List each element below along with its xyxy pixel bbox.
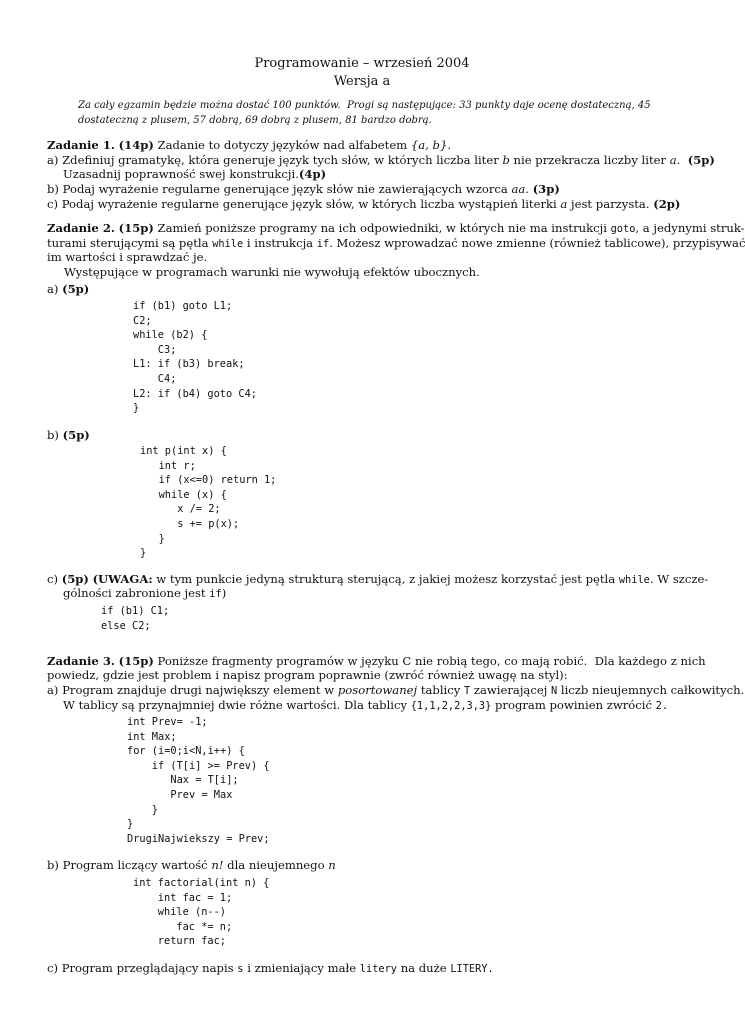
- task2-code-b: [140, 444, 276, 561]
- task1-c-label: c): [47, 197, 59, 211]
- code-line: }: [133, 402, 140, 415]
- task2-line1-end: , a jedynymi struk-: [635, 221, 745, 235]
- task3-a-text3: zawierającej: [473, 683, 548, 697]
- code-line: C4;: [133, 372, 177, 385]
- task2-c-uwaga: (UWAGA:: [92, 572, 153, 586]
- task1-b: [47, 184, 560, 196]
- code-line: L1: if (b3) break;: [133, 358, 245, 371]
- code-line: s += p(x);: [140, 517, 240, 530]
- task3-c-text1: Program przeglądający napis: [61, 961, 234, 975]
- code-line: return fac;: [133, 935, 226, 948]
- task2-c-close: ): [221, 586, 227, 600]
- task1-c-var: a: [560, 197, 568, 211]
- code-line: C3;: [133, 343, 177, 356]
- task3-line2: powiedz, gdzie jest problem i napisz program poprawnie (zwróć również uwagę na styl):: [47, 668, 568, 682]
- task1-c: [47, 199, 680, 211]
- task2-line3: im wartości i sprawdzać je.: [47, 250, 208, 264]
- code-line: while (b2) {: [133, 329, 208, 342]
- task2-code-a: [133, 299, 257, 416]
- page-subtitle: Wersja a: [333, 74, 391, 89]
- code-line: int Prev= -1;: [127, 716, 208, 728]
- code-line: if (T[i] >= Prev) {: [127, 759, 270, 772]
- task3-b-text: Program liczący wartość: [62, 858, 208, 872]
- task2-b: [47, 430, 90, 442]
- task1-a-line2-points: (4p): [298, 167, 327, 181]
- task1-b-var: aa.: [511, 182, 529, 196]
- task1-b-points: (3p): [532, 182, 560, 196]
- task2-c-line2-text: gólności zabronione jest: [63, 586, 206, 600]
- code-line: int factorial(int n) {: [133, 877, 270, 889]
- task1-a-var2: a.: [669, 153, 681, 167]
- task2-line2-mid: i instrukcja: [246, 236, 314, 250]
- task3-b-text2: dla nieujemnego: [227, 858, 325, 872]
- task3-a-ret: 2.: [655, 700, 669, 712]
- task1-heading: Zadanie 1.: [47, 138, 115, 152]
- task1-a-text: Zdefiniuj gramatykę, która generuje język tych słów, w których liczba liter: [62, 153, 499, 167]
- task3-a-sorted: posortowanej: [337, 683, 418, 697]
- task2-points: (15p): [118, 221, 154, 235]
- task1-b-text: Podaj wyrażenie regularne generujące język słów nie zawierających wzorca: [62, 182, 508, 196]
- task1-a-var1: b: [502, 153, 510, 167]
- task3-c-litery: litery: [359, 963, 397, 975]
- task2-c-points: (5p): [61, 572, 89, 586]
- task2-while-keyword: while: [212, 238, 244, 250]
- task1-points: (14p): [118, 138, 154, 152]
- task3-code-b: [133, 876, 269, 949]
- task3-c-text3: na duże: [400, 961, 447, 975]
- task3-a-text2: tablicy: [420, 683, 461, 697]
- task1-c-text1: Podaj wyrażenie regularne generujące język słów, w których liczba wystąpień literki: [61, 197, 557, 211]
- code-line: }: [127, 818, 134, 831]
- code-line: int p(int x) {: [140, 445, 227, 457]
- task3-a-label: a): [47, 683, 59, 697]
- task1-a: [47, 155, 715, 167]
- task2-b-label: b): [47, 428, 59, 442]
- task2-c-line2: [63, 588, 226, 600]
- code-line: Nax = T[i];: [127, 774, 239, 787]
- intro-line-1: Za cały egzamin będzie można dostać 100 punktów. Progi są następujące: 33 punkty daje ocenę dostateczną, 45: [78, 100, 651, 111]
- code-line: while (x) {: [140, 488, 227, 501]
- code-line: Prev = Max: [127, 788, 233, 801]
- intro-line-2: dostateczną z plusem, 57 dobrą, 69 dobrą z plusem, 81 bardzo dobrą.: [78, 115, 432, 126]
- page-title: Programowanie – wrzesień 2004: [254, 56, 470, 71]
- task3-a-array: {1,1,2,2,3,3}: [410, 700, 492, 712]
- task2-c-while-keyword: while: [618, 574, 650, 586]
- task3-a-text1: Program znajduje drugi największy element w: [62, 683, 335, 697]
- task3-b: [47, 860, 336, 872]
- task3-line1-text: Poniższe fragmenty programów w języku C nie robią tego, co mają robić. Dla każdego z nich: [157, 654, 706, 668]
- task2-line4: Występujące w programach warunki nie wywołują efektów ubocznych.: [64, 265, 480, 279]
- task2-c-end: . W szcze-: [649, 572, 709, 586]
- code-line: }: [140, 547, 147, 560]
- code-line: for (i=0;i<N,i++) {: [127, 745, 245, 758]
- task3-points: (15p): [118, 654, 154, 668]
- task3-b-n: n!: [211, 858, 224, 872]
- task1-a-label: a): [47, 153, 59, 167]
- task2-if-keyword: if: [316, 238, 330, 250]
- task2-line2-text: turami sterującymi są pętla: [47, 236, 209, 250]
- task3-c: [47, 963, 494, 975]
- code-line: if (b1) C1;: [101, 605, 170, 617]
- task3-line1: [47, 656, 706, 668]
- code-line: int fac = 1;: [133, 891, 233, 904]
- task1-a-line2-text: Uzasadnij poprawność swej konstrukcji.: [63, 167, 299, 181]
- code-line: if (b1) goto L1;: [133, 300, 233, 312]
- task1-c-points: (2p): [653, 197, 681, 211]
- code-line: else C2;: [101, 619, 151, 632]
- code-line: DrugiNajwiekszy = Prev;: [127, 832, 270, 845]
- task2-line2-end: . Możesz wprowadzać nowe zmienne (również tablicowe), przypisywać: [329, 236, 745, 250]
- task1-alphabet: {a, b}.: [410, 138, 452, 152]
- task2-a-points: (5p): [62, 282, 90, 296]
- task1-a-line2: [63, 169, 326, 181]
- task3-b-var: n: [328, 858, 336, 872]
- task3-a-text4: liczb nieujemnych całkowitych.: [560, 683, 745, 697]
- task1-a-text2: nie przekracza liczby liter: [513, 153, 667, 167]
- task3-a-line2-text: W tablicy są przynajmniej dwie różne wartości. Dla tablicy: [63, 698, 408, 712]
- code-line: while (n--): [133, 906, 226, 919]
- task2-goto-keyword: goto: [610, 223, 636, 235]
- task2-a: [47, 284, 89, 296]
- task3-c-LITERY: LITERY.: [450, 963, 494, 975]
- task2-b-points: (5p): [62, 428, 90, 442]
- code-line: C2;: [133, 314, 152, 327]
- task3-code-a: [127, 715, 270, 846]
- task2-c-text: w tym punkcie jedyną strukturą sterującą, z jakiej możesz korzystać jest pętla: [156, 572, 616, 586]
- task1-intro: Zadanie to dotyczy języków nad alfabetem: [157, 138, 408, 152]
- task2-line1-text: Zamień poniższe programy na ich odpowiedniki, w których nie ma instrukcji: [157, 221, 607, 235]
- code-line: int r;: [140, 459, 196, 472]
- code-line: fac *= n;: [133, 920, 233, 933]
- task3-a-N: N: [550, 685, 558, 697]
- code-line: L2: if (b4) goto C4;: [133, 387, 257, 400]
- task3-b-label: b): [47, 858, 59, 872]
- code-line: if (x<=0) return 1;: [140, 474, 277, 487]
- task2-heading: Zadanie 2.: [47, 221, 115, 235]
- task3-c-text2: i zmieniający małe: [247, 961, 357, 975]
- task3-c-label: c): [47, 961, 59, 975]
- code-line: int Max;: [127, 730, 177, 743]
- task3-a-line2-end: program powinien zwrócić: [495, 698, 652, 712]
- task3-a: [47, 685, 744, 697]
- code-line: }: [127, 803, 158, 816]
- task3-a-line2: [63, 700, 668, 712]
- task1-a-points: (5p): [687, 153, 715, 167]
- task2-code-c: [101, 604, 169, 633]
- task3-c-s: s: [237, 963, 244, 975]
- task2-line2: [47, 238, 745, 250]
- task2-c-if-keyword: if: [209, 588, 222, 600]
- task1-c-text2: jest parzysta.: [571, 197, 650, 211]
- code-line: }: [140, 532, 165, 545]
- task3-a-T: T: [463, 685, 471, 697]
- task2-c: [47, 574, 708, 586]
- task2-line1: [47, 223, 745, 235]
- code-line: x /= 2;: [140, 503, 221, 516]
- task3-heading: Zadanie 3.: [47, 654, 115, 668]
- task1-line: [47, 140, 451, 152]
- task2-a-label: a): [47, 282, 59, 296]
- task1-b-label: b): [47, 182, 59, 196]
- task2-c-label: c): [47, 572, 59, 586]
